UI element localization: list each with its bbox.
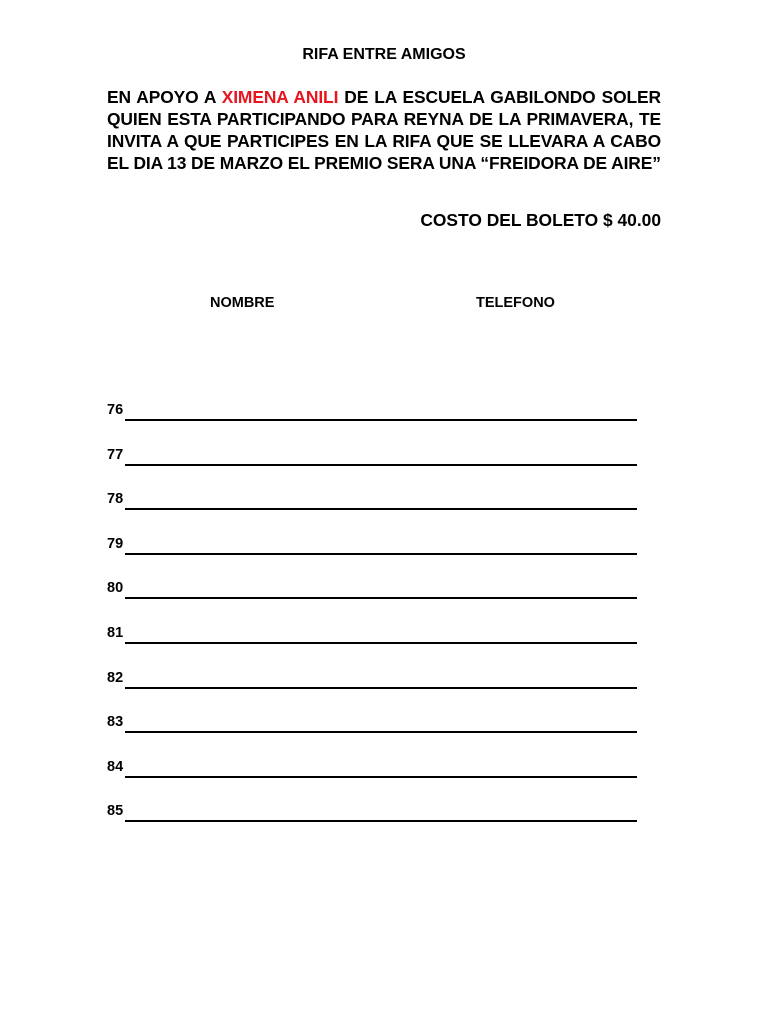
- ticket-number: 77: [107, 446, 124, 463]
- ticket-row: [107, 445, 637, 490]
- ticket-blank-line: [125, 712, 637, 733]
- column-header-nombre: NOMBRE: [210, 295, 275, 311]
- ticket-blank-line: [125, 578, 637, 599]
- intro-text-after: DE LA ESCUELA GABILONDO SOLER QUIEN ESTA PARTICIPANDO PARA REYNA DE LA PRIMAVERA, TE INVITA A QUE PARTICIPES EN LA RIFA QUE SE LLEVARA A CABO EL DIA 13 DE MARZO EL PREMIO SERA UNA “FREIDORA DE AIRE”: [107, 87, 661, 173]
- ticket-blank-line: [125, 757, 637, 778]
- ticket-number: 84: [107, 758, 124, 775]
- ticket-row: [107, 534, 637, 579]
- ticket-row: [107, 801, 637, 846]
- ticket-row: [107, 400, 637, 445]
- participant-name: XIMENA ANILI: [221, 87, 339, 107]
- ticket-number: 82: [107, 669, 124, 686]
- ticket-row: [107, 623, 637, 668]
- ticket-blank-line: [125, 668, 637, 689]
- document-title: RIFA ENTRE AMIGOS: [302, 46, 466, 63]
- ticket-list: [107, 400, 637, 846]
- ticket-number: 81: [107, 624, 124, 641]
- ticket-number: 85: [107, 803, 124, 820]
- ticket-number: 78: [107, 491, 124, 508]
- ticket-blank-line: [125, 534, 637, 555]
- ticket-number: 79: [107, 535, 124, 552]
- ticket-blank-line: [125, 489, 637, 510]
- column-header-telefono: TELEFONO: [476, 295, 555, 311]
- ticket-blank-line: [125, 801, 637, 822]
- ticket-number: 80: [107, 580, 124, 597]
- ticket-number: 76: [107, 402, 124, 418]
- ticket-blank-line: [125, 445, 637, 466]
- ticket-row: [107, 578, 637, 623]
- ticket-cost: COSTO DEL BOLETO $ 40.00: [420, 210, 661, 230]
- intro-paragraph: [107, 86, 661, 174]
- ticket-row: [107, 757, 637, 802]
- ticket-number: 83: [107, 714, 124, 731]
- intro-text-before: EN APOYO A: [107, 87, 222, 107]
- ticket-row: [107, 489, 637, 534]
- ticket-row: [107, 712, 637, 757]
- ticket-blank-line: [125, 623, 637, 644]
- ticket-row: [107, 668, 637, 713]
- ticket-blank-line: [125, 400, 637, 421]
